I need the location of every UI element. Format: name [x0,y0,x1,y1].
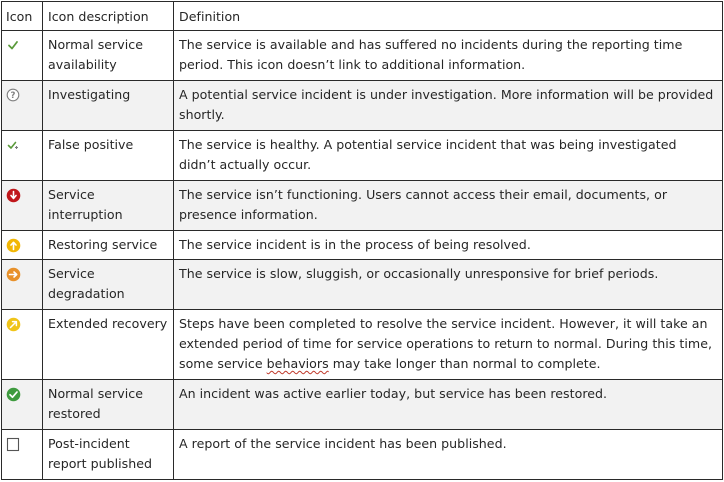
table-row [2,131,723,181]
icon-cell [2,231,43,260]
icon-description: Investigating [43,81,174,131]
service-interruption-icon [6,188,21,203]
definition: An incident was active earlier today, but service has been restored. [174,380,723,430]
icon-description: Post-incident report published [43,430,174,480]
icon-cell [2,181,43,231]
definition: The service is healthy. A potential service incident that was being investigated didn’t actually occur. [174,131,723,181]
table-row [2,31,723,81]
definition: The service isn’t functioning. Users cannot access their email, documents, or presence information. [174,181,723,231]
icon-description: Extended recovery [43,310,174,380]
icon-cell [2,131,43,181]
icon-cell [2,260,43,310]
icon-cell [2,31,43,81]
icon-description: Normal service availability [43,31,174,81]
definition: The service is available and has suffered no incidents during the reporting time period. This icon doesn’t link to additional information. [174,31,723,81]
false-positive-check-icon [6,138,20,152]
status-icon-table [1,1,723,480]
definition: The service incident is in the process of being resolved. [174,231,723,260]
table-row [2,81,723,131]
restoring-service-icon [6,238,21,253]
definition: A report of the service incident has been published. [174,430,723,480]
definition: The service is slow, sluggish, or occasionally unresponsive for brief periods. [174,260,723,310]
table-row [2,181,723,231]
header-definition: Definition [174,2,723,31]
icon-cell [2,430,43,480]
icon-description: Normal service restored [43,380,174,430]
service-restored-icon [6,387,21,402]
table-row [2,260,723,310]
post-incident-report-icon [6,437,21,452]
svg-text:?: ? [10,91,16,102]
table-row [2,231,723,260]
definition [174,310,723,380]
icon-description: Restoring service [43,231,174,260]
table-row [2,380,723,430]
status-icon-table-container [1,1,723,480]
icon-description: Service degradation [43,260,174,310]
question-circle-icon [6,88,20,102]
icon-description: Service interruption [43,181,174,231]
header-icon: Icon [2,2,43,31]
definition-text: Steps have been completed to resolve the service incident. However, it will take an extended period of time for service operations to return to normal. During this time, some service [179,316,712,371]
table-row [2,310,723,380]
spellcheck-underlined-word: behaviors [266,356,329,371]
definition: A potential service incident is under investigation. More information will be provided shortly. [174,81,723,131]
service-degradation-icon [6,267,21,282]
icon-description: False positive [43,131,174,181]
table-header-row [2,2,723,31]
icon-cell [2,380,43,430]
definition-text: may take longer than normal to complete. [328,356,601,371]
extended-recovery-icon [6,317,21,332]
table-row [2,430,723,480]
header-icon-description: Icon description [43,2,174,31]
icon-cell [2,81,43,131]
icon-cell [2,310,43,380]
checkmark-icon [6,38,20,52]
